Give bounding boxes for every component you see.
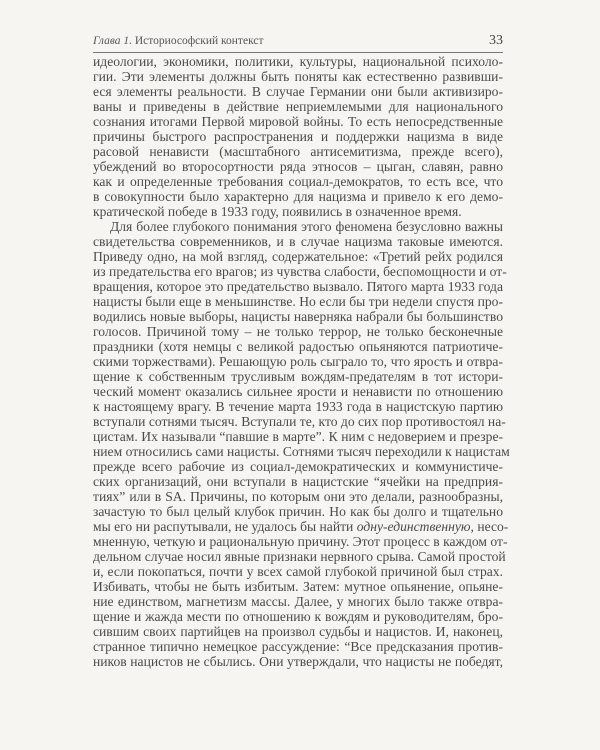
text-line-content: ние единством, магнетизм массы. Далее, у многих было также отвра- <box>93 594 503 609</box>
text-line <box>93 339 503 354</box>
text-line-content: тиях” или в SA. Причины, по которым они это делали, разнообразны, <box>93 489 503 504</box>
text-line <box>93 249 503 264</box>
text-line <box>93 384 503 399</box>
text-line <box>93 414 506 429</box>
text-line <box>93 159 503 174</box>
text-line-content: к настоящему врагу. В течение марта 1933 года в нацистскую партию <box>93 399 503 414</box>
text-line <box>93 189 503 204</box>
running-head-title <box>93 35 264 47</box>
text-line <box>93 489 503 504</box>
text-line-content: нацисты были еще в меньшинстве. Но если бы три недели спустя про- <box>93 294 503 309</box>
text-line <box>93 519 509 534</box>
text-line <box>93 219 503 234</box>
text-line-content: прежде всего рабочие из социал-демократических и коммунистиче- <box>93 459 503 474</box>
text-line-content: убеждений во второсортности ряда этносов – цыган, славян, равно <box>93 159 503 174</box>
text-line-content: мненную, четкую и рациональную причину. Этот процесс в каждом от- <box>93 534 508 549</box>
text-line-content: сознания итогами Первой мировой войны. То есть непосредственные <box>93 114 503 129</box>
chapter-title: Историософский контекст <box>134 35 264 47</box>
text-line-content: ников нацистов не сбылись. Они утверждали, что нацисты не победят, <box>93 654 503 669</box>
text-line <box>93 99 503 114</box>
text-line <box>93 474 503 489</box>
text-line <box>93 429 503 444</box>
text-line-content: водились новые выборы, нацисты наверняка набрали бы большинство <box>93 309 503 324</box>
text-line-content: скими торжествами). Решающую роль сыграло то, что ярость и отвра- <box>93 354 503 369</box>
text-line-content: дельном случае носил явные признаки нервного срыва. Самой простой <box>93 549 506 564</box>
text-line-content: в совокупности было характерно для нацизма и привело к его демо- <box>93 189 503 204</box>
text-line-content: из предательства его врагов; из чувства слабости, беспомощности и от- <box>93 264 507 279</box>
body-text <box>93 54 510 669</box>
text-line-content: расовой ненависти (масштабного антисемитизма, прежде всего), <box>93 144 503 159</box>
text-line-content: сившим своих партийцев на произвол судьбы и нацистов. И, наконец, <box>93 624 503 639</box>
text-line-content: странное типично немецкое рассуждение: “Все предсказания против- <box>93 639 503 654</box>
text-line <box>93 504 503 519</box>
text-line <box>93 294 503 309</box>
text-line <box>93 174 503 189</box>
text-line <box>93 459 503 474</box>
text-line-content: несо- <box>473 519 509 534</box>
text-line <box>93 549 506 564</box>
text-line <box>93 354 503 369</box>
text-line <box>93 324 503 339</box>
text-line <box>93 609 503 624</box>
text-line-content: и, если покопаться, почти у всех самой глубокой причиной был страх. <box>93 564 503 579</box>
text-line <box>93 564 503 579</box>
text-line <box>93 69 503 84</box>
text-line <box>93 624 503 639</box>
text-line-content: цистам. Их называли “павшие в марте”. К ним с недоверием и презре- <box>93 429 503 444</box>
text-line-content: еся элементы реальности. В случае Германии они были активизиро- <box>93 84 503 99</box>
text-line <box>93 654 503 669</box>
text-line-content: Приведу одно, на мой взгляд, содержательное: «Третий рейх родился <box>93 249 503 264</box>
text-line-content: ческий момент оказались сильнее ярости и ненависти по отношению <box>93 384 503 399</box>
text-line-content: зачастую то был целый клубок причин. Но как бы долго и тщательно <box>93 504 503 519</box>
text-line-content: нием относились сами нацисты. Сотнями тысяч переходили к нацистам <box>93 444 510 459</box>
text-line-content: щение и жажда мести по отношению к вождям и руководителям, бро- <box>93 609 503 624</box>
text-line <box>93 309 503 324</box>
text-line <box>93 114 503 129</box>
text-line <box>93 204 503 219</box>
text-line-content: как и определенные требования социал-демократов, то есть все, что <box>93 174 503 189</box>
text-line-content: ских организаций, они вступали в нацистские “ячейки на предприя- <box>93 474 503 489</box>
text-line <box>93 129 503 144</box>
text-line-content: свидетельства современников, и в случае нацизма таковые имеются. <box>93 234 503 249</box>
text-line <box>93 234 503 249</box>
text-line-content: причины быстрого распространения и поддержки нацизма в виде <box>93 129 503 144</box>
page-number: 33 <box>489 33 503 48</box>
text-line-content: вращения, которое это предательство вызвало. Пятого марта 1933 года <box>93 279 503 294</box>
text-line <box>93 399 503 414</box>
text-line-content: ваны и приведены в действие неприемлемыми для национального <box>93 99 503 114</box>
text-line-content: мы его ни распутывали, не удалось бы найти <box>93 519 357 534</box>
text-line <box>93 144 503 159</box>
text-line-content: гии. Эти элементы должны быть поняты как естественно развивши- <box>93 69 503 84</box>
chapter-label: Глава 1. <box>93 35 132 47</box>
running-header <box>93 33 503 53</box>
text-line <box>93 369 503 384</box>
text-line-content: идеологии, экономики, политики, культуры, национальной психоло- <box>93 54 503 69</box>
text-line <box>93 84 503 99</box>
text-line-content: Для более глубокого понимания этого феномена безусловно важны <box>110 219 503 234</box>
text-line-content: праздники (хотя немцы с великой радостью опьяняются патриотиче- <box>93 339 503 354</box>
text-line-content: Избивать, чтобы не быть избитым. Затем: мутное опьянение, опьяне- <box>93 579 503 594</box>
text-line <box>93 279 503 294</box>
text-line <box>93 264 507 279</box>
text-line <box>93 639 503 654</box>
text-line <box>93 54 503 69</box>
text-line <box>93 534 508 549</box>
text-line-content: голосов. Причиной тому – не только террор, не только бесконечные <box>93 324 503 339</box>
text-line-content: кратической победе в 1933 году, появились в означенное время. <box>93 204 462 219</box>
text-line-content: вступали сотнями тысяч. Вступали те, кто до сих пор противостоял на- <box>93 414 506 429</box>
text-line <box>93 444 510 459</box>
text-line-content: щение к собственным трусливым вождям-предателям в тот истори- <box>93 369 503 384</box>
emphasized-text: одну-единственную, <box>356 519 474 534</box>
text-line <box>93 594 503 609</box>
text-line <box>93 579 503 594</box>
